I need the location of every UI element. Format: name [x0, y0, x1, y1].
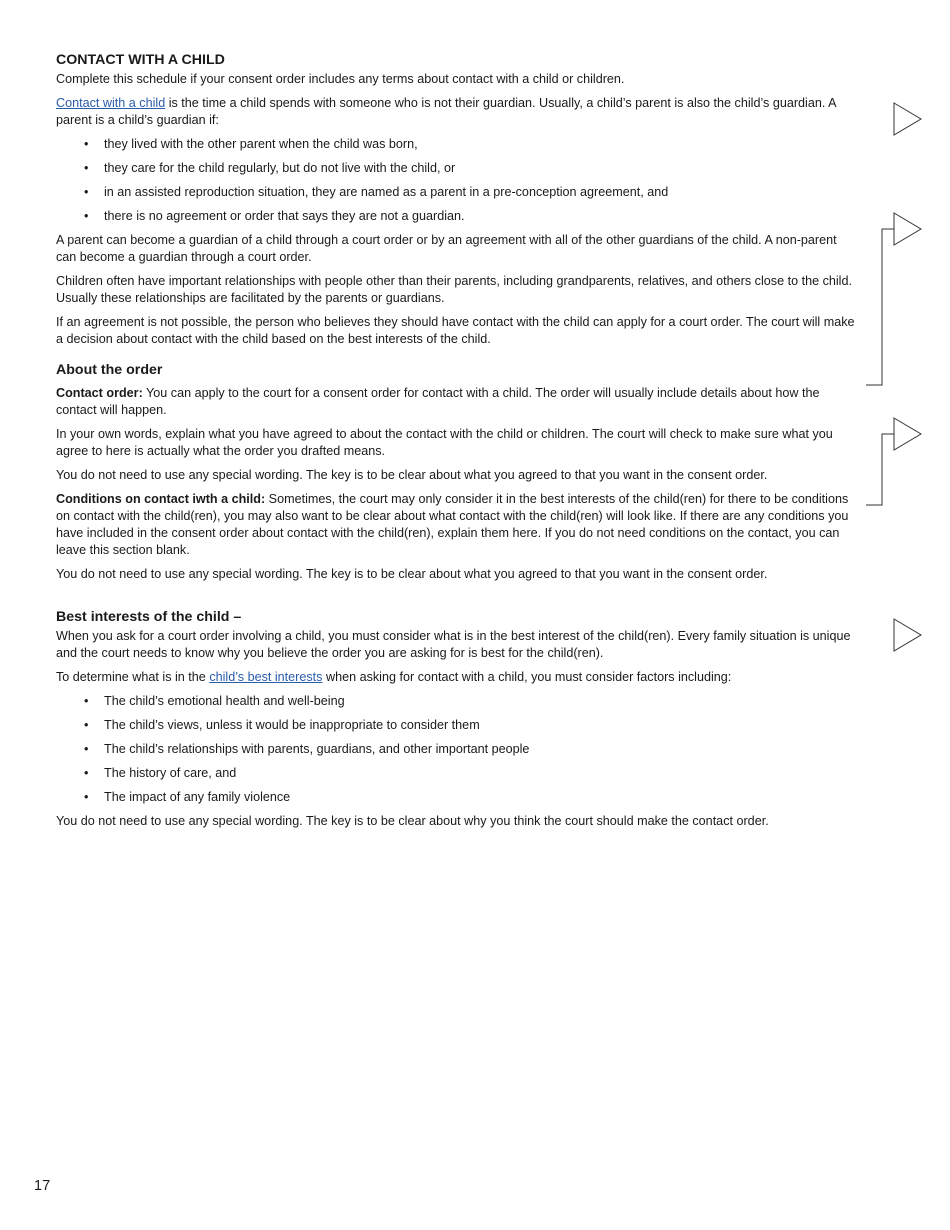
contact-order-text: You can apply to the court for a consent order for contact with a child. The order will usually include details about how the contact will happen.	[56, 386, 820, 417]
special-wording-paragraph: You do not need to use any special wording. The key is to be clear about what you agreed to that you want in the consent order.	[56, 567, 768, 581]
conditions-paragraph	[56, 491, 858, 559]
best-interests-intro: When you ask for a court order involving a child, you must consider what is in the best interest of the child(ren). Every family situation is unique and the court needs to know why you believe the order you are asking for is best for the child(ren).	[56, 629, 851, 660]
triangle-arrow-icon	[894, 213, 921, 245]
about-order-heading: About the order	[56, 362, 163, 378]
list-item: • they lived with the other parent when the child was born,	[56, 136, 858, 153]
definition-paragraph	[56, 95, 858, 129]
list-item: • The history of care, and	[56, 765, 858, 782]
own-words-paragraph: In your own words, explain what you have agreed to about the contact with the child or children. The court will check to make sure what you agree to here is actually what the order you drafted means.	[56, 427, 833, 458]
relationships-paragraph: Children often have important relationships with people other than their parents, including grandparents, relatives, and others close to the child. Usually these relationships are facilitated by the parents or guardians.	[56, 274, 852, 305]
special-wording-paragraph: You do not need to use any special wording. The key is to be clear about what you agreed to that you want in the consent order.	[56, 468, 768, 482]
list-item: • in an assisted reproduction situation, they are named as a parent in a pre-conception agreement, and	[56, 184, 858, 201]
conditions-label: Conditions on contact iwth a child:	[56, 492, 266, 506]
document-body	[56, 52, 858, 837]
bracket-connector	[866, 434, 894, 505]
list-item: • there is no agreement or order that says they are not a guardian.	[56, 208, 858, 225]
closing-paragraph: You do not need to use any special wording. The key is to be clear about why you think the court should make the contact order.	[56, 814, 769, 828]
triangle-arrow-icon	[894, 103, 921, 135]
conditions-text: Sometimes, the court may only consider it in the best interests of the child(ren) for there to be conditions on contact with the child(ren), you may also want to be clear about what contact with the child(ren) will look like. If there are any conditions you have included in the consent order about contact with the child(ren), explain them here. If you do not need conditions on the contact, you can leave this section blank.	[56, 492, 849, 557]
triangle-arrow-icon	[894, 418, 921, 450]
list-item: • The impact of any family violence	[56, 789, 858, 806]
triangle-arrow-icon	[894, 619, 921, 651]
childs-best-interests-link[interactable]: child’s best interests	[209, 670, 323, 684]
definition-text: is the time a child spends with someone who is not their guardian. Usually, a child’s parent is also the child’s guardian. A parent is a child’s guardian if:	[56, 96, 836, 127]
margin-marks	[860, 0, 950, 1230]
contact-order-paragraph	[56, 385, 858, 419]
intro-paragraph: Complete this schedule if your consent order includes any terms about contact with a child or children.	[56, 72, 625, 86]
bracket-connector	[866, 229, 894, 385]
list-item: • The child’s relationships with parents, guardians, and other important people	[56, 741, 858, 758]
factors-list	[56, 693, 858, 806]
list-item: • The child’s emotional health and well-being	[56, 693, 858, 710]
list-item: • The child’s views, unless it would be inappropriate to consider them	[56, 717, 858, 734]
determine-text-before: To determine what is in the	[56, 670, 210, 684]
best-interests-heading: Best interests of the child –	[56, 609, 242, 625]
guardian-conditions-list	[56, 136, 858, 225]
contact-with-child-link[interactable]: Contact with a child	[56, 96, 166, 110]
guardian-paragraph: A parent can become a guardian of a child through a court order or by an agreement with all of the other guardians of the child. A non-parent can become a guardian through a court order.	[56, 233, 837, 264]
determine-paragraph	[56, 669, 858, 686]
court-order-paragraph: If an agreement is not possible, the person who believes they should have contact with the child can apply for a court order. The court will make a decision about contact with the child based on the best interests of the child.	[56, 315, 855, 346]
page-number: 17	[34, 1178, 51, 1194]
determine-text-after: when asking for contact with a child, you must consider factors including:	[322, 670, 732, 684]
contact-order-label: Contact order:	[56, 386, 143, 400]
list-item: • they care for the child regularly, but do not live with the child, or	[56, 160, 858, 177]
section-title: CONTACT WITH A CHILD	[56, 52, 225, 68]
